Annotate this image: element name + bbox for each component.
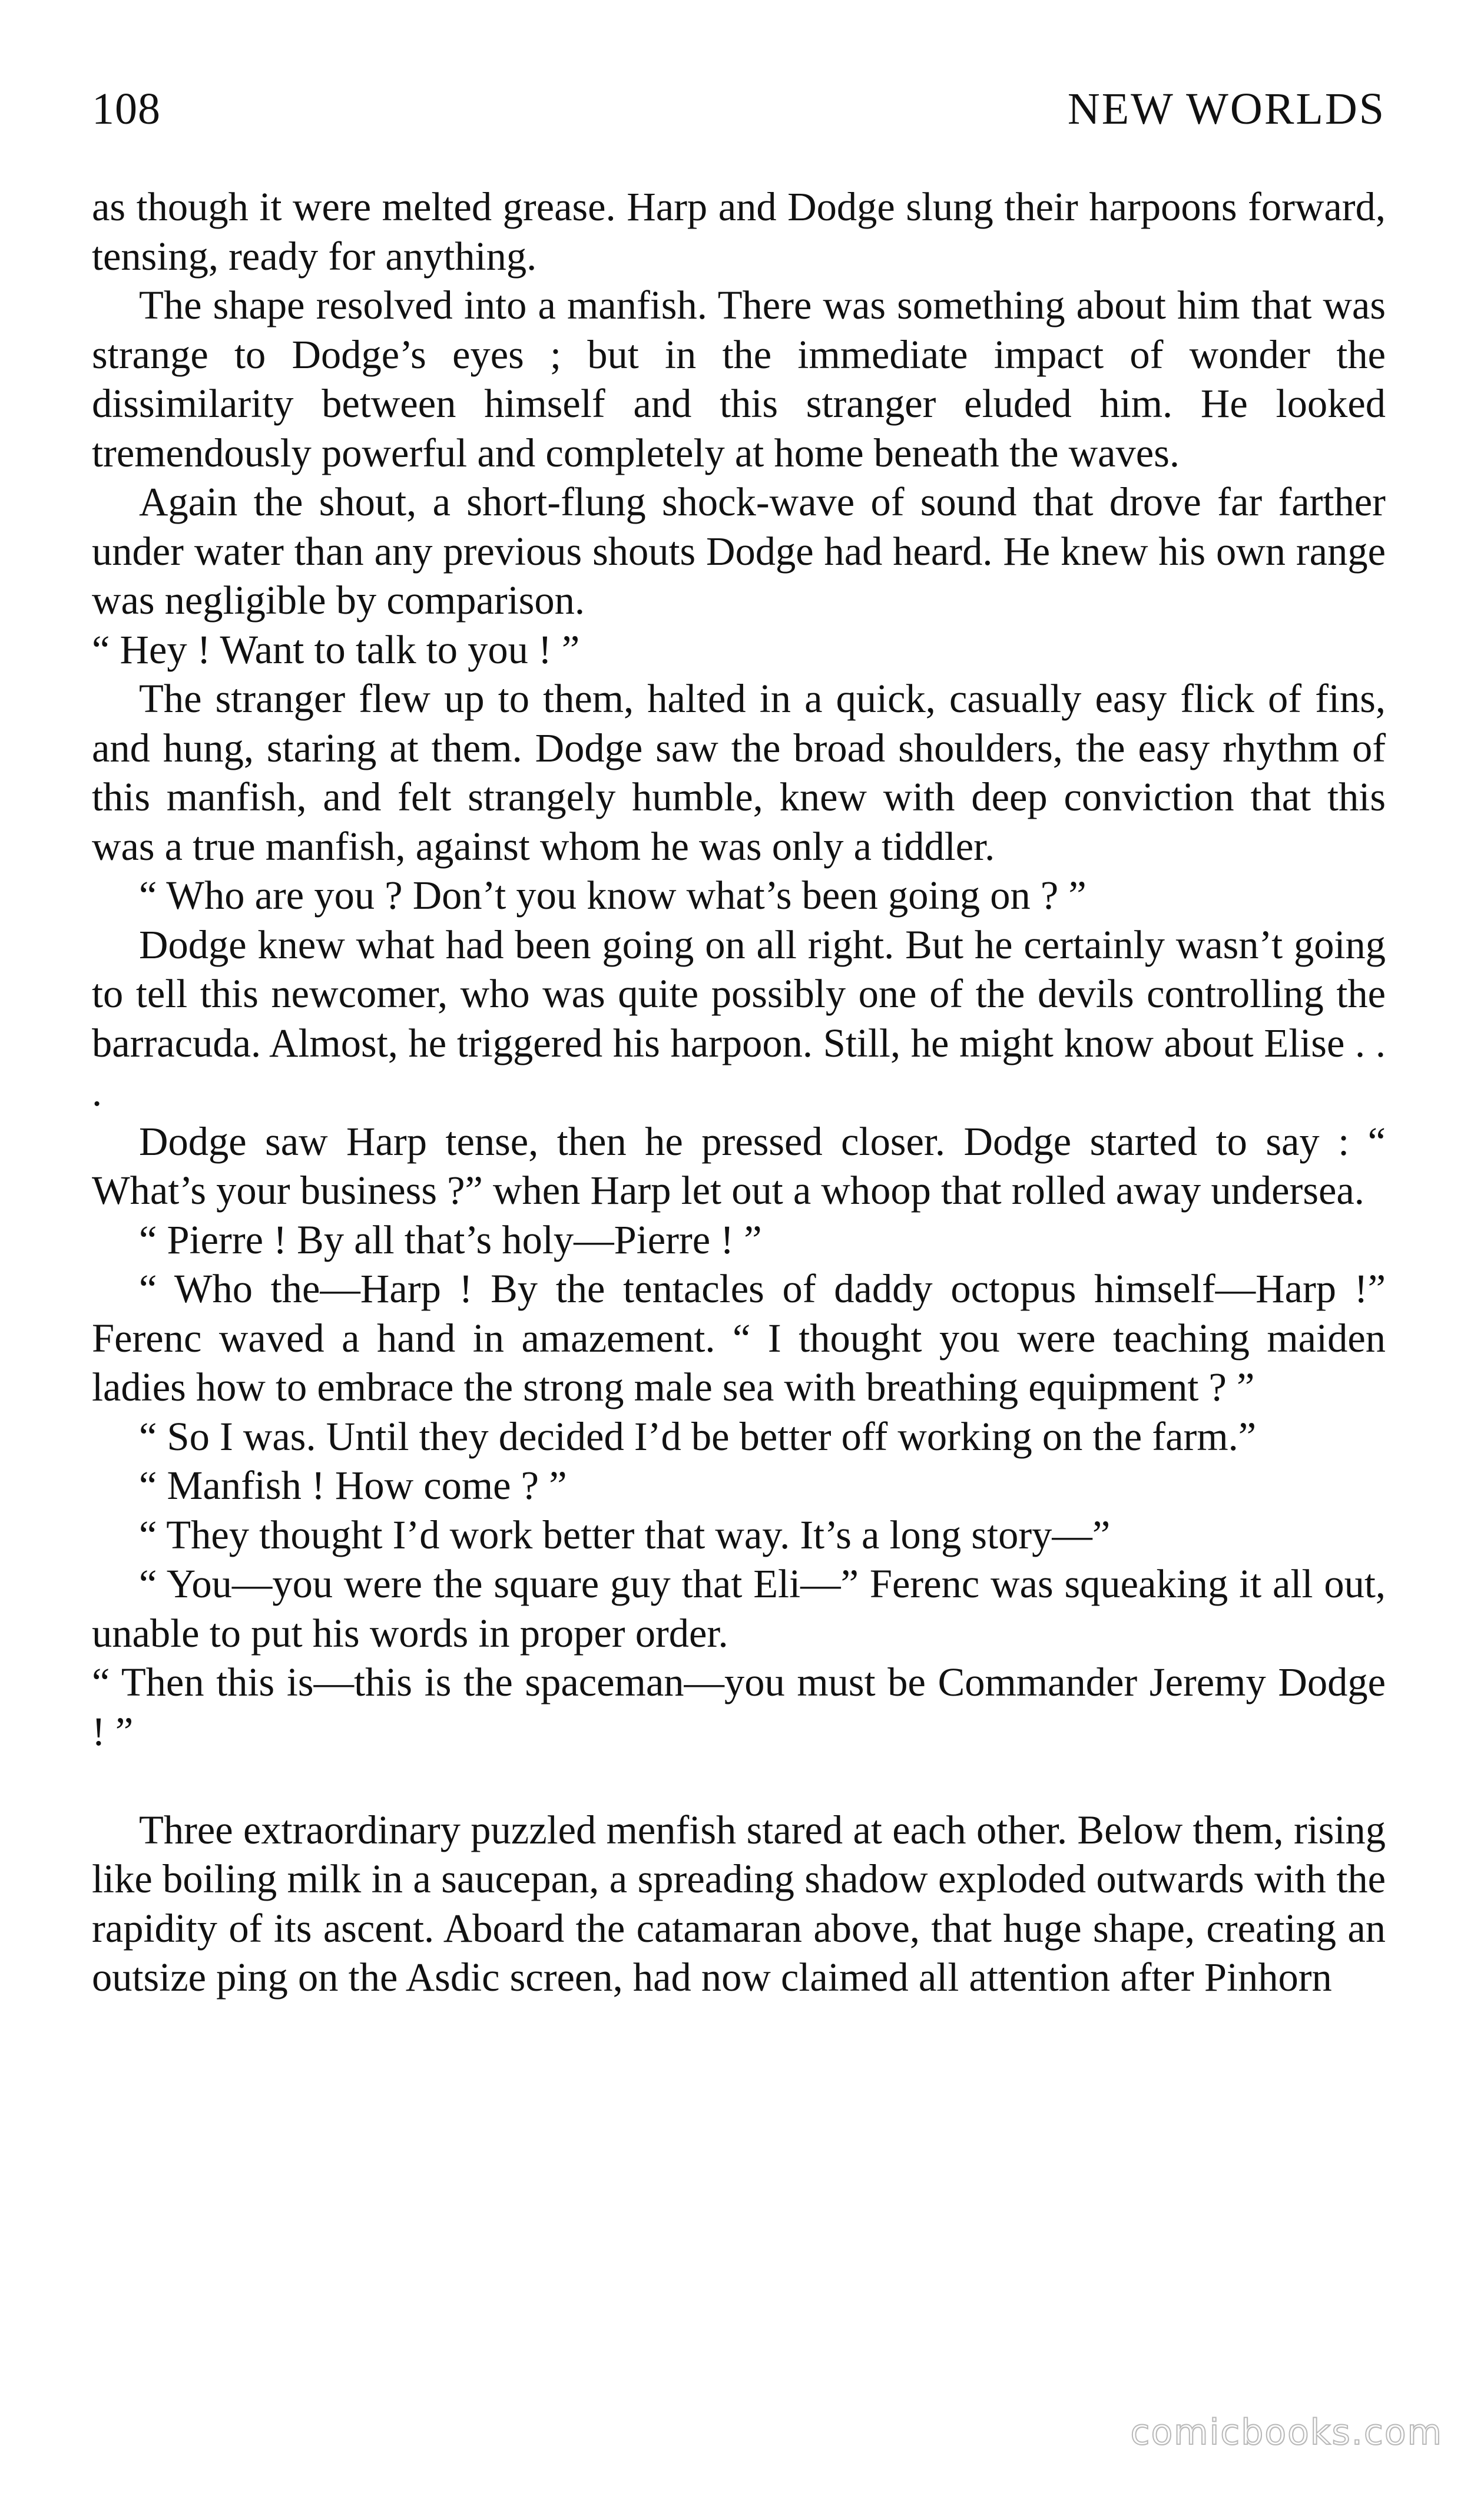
paragraph: as though it were melted grease. Harp and Dodge slung their harpoons forward, tensing, ready for anything. <box>92 184 1386 279</box>
paragraph: “ You—you were the square guy that Eli—” Ferenc was squeaking it all out, unable to put his words in proper order. <box>92 1561 1386 1656</box>
paragraph: Again the shout, a short-flung shock-wave of sound that drove far farther under water than any previous shouts Dodge had heard. He knew his own range was negligible by comparison. <box>92 479 1386 623</box>
paragraph: “ Hey ! Want to talk to you ! ” <box>92 627 580 672</box>
paragraph: “ Manfish ! How come ? ” <box>139 1463 567 1508</box>
page-number: 108 <box>92 84 161 134</box>
body-text <box>92 183 1386 2002</box>
paragraph: Dodge saw Harp tense, then he pressed closer. Dodge started to say : “ What’s your business ?” when Harp let out a whoop that rolled away undersea. <box>92 1118 1386 1213</box>
paragraph: “ They thought I’d work better that way. It’s a long story—” <box>139 1512 1111 1557</box>
paragraph: The stranger flew up to them, halted in a quick, casually easy flick of fins, and hung, staring at them. Dodge saw the broad shoulders, the easy rhythm of this manfish, and felt strangely humble, knew with deep conviction that this was a true manfish, against whom he was only a tiddler. <box>92 676 1386 869</box>
watermark: comicbooks.com <box>1130 2412 1443 2453</box>
paragraph: “ Pierre ! By all that’s holy—Pierre ! ” <box>139 1217 762 1262</box>
page-header <box>92 80 1386 138</box>
paragraph: The shape resolved into a manfish. There was something about him that was strange to Dodge’s eyes ; but in the immediate impact of wonder the dissimilarity between himself and this stranger eluded him. He looked tremendously powerful and completely at home beneath the waves. <box>92 283 1386 475</box>
section-break <box>92 1756 1386 1806</box>
paragraph: “ Then this is—this is the spaceman—you must be Commander Jeremy Dodge ! ” <box>92 1660 1386 1754</box>
paragraph: “ Who are you ? Don’t you know what’s been going on ? ” <box>139 873 1086 918</box>
paragraph: Three extraordinary puzzled menfish stared at each other. Below them, rising like boiling milk in a saucepan, a spreading shadow exploded outwards with the rapidity of its ascent. Aboard the catamaran above, that huge shape, creating an outsize ping on the Asdic screen, had now claimed all attention after Pinhorn <box>92 1807 1386 2000</box>
paragraph: “ So I was. Until they decided I’d be better off working on the farm.” <box>139 1414 1257 1459</box>
paragraph: Dodge knew what had been going on all right. But he certainly wasn’t going to tell this newcomer, who was quite possibly one of the devils controlling the barracuda. Almost, he triggered his harpoon. Still, he might know about Elise . . . <box>92 922 1386 1114</box>
paragraph: “ Who the—Harp ! By the tentacles of daddy octopus himself—Harp !” Ferenc waved a hand in amazement. “ I thought you were teaching maiden ladies how to embrace the strong male sea with breathing equipment ? ” <box>92 1266 1386 1409</box>
running-title: NEW WORLDS <box>1067 84 1386 134</box>
